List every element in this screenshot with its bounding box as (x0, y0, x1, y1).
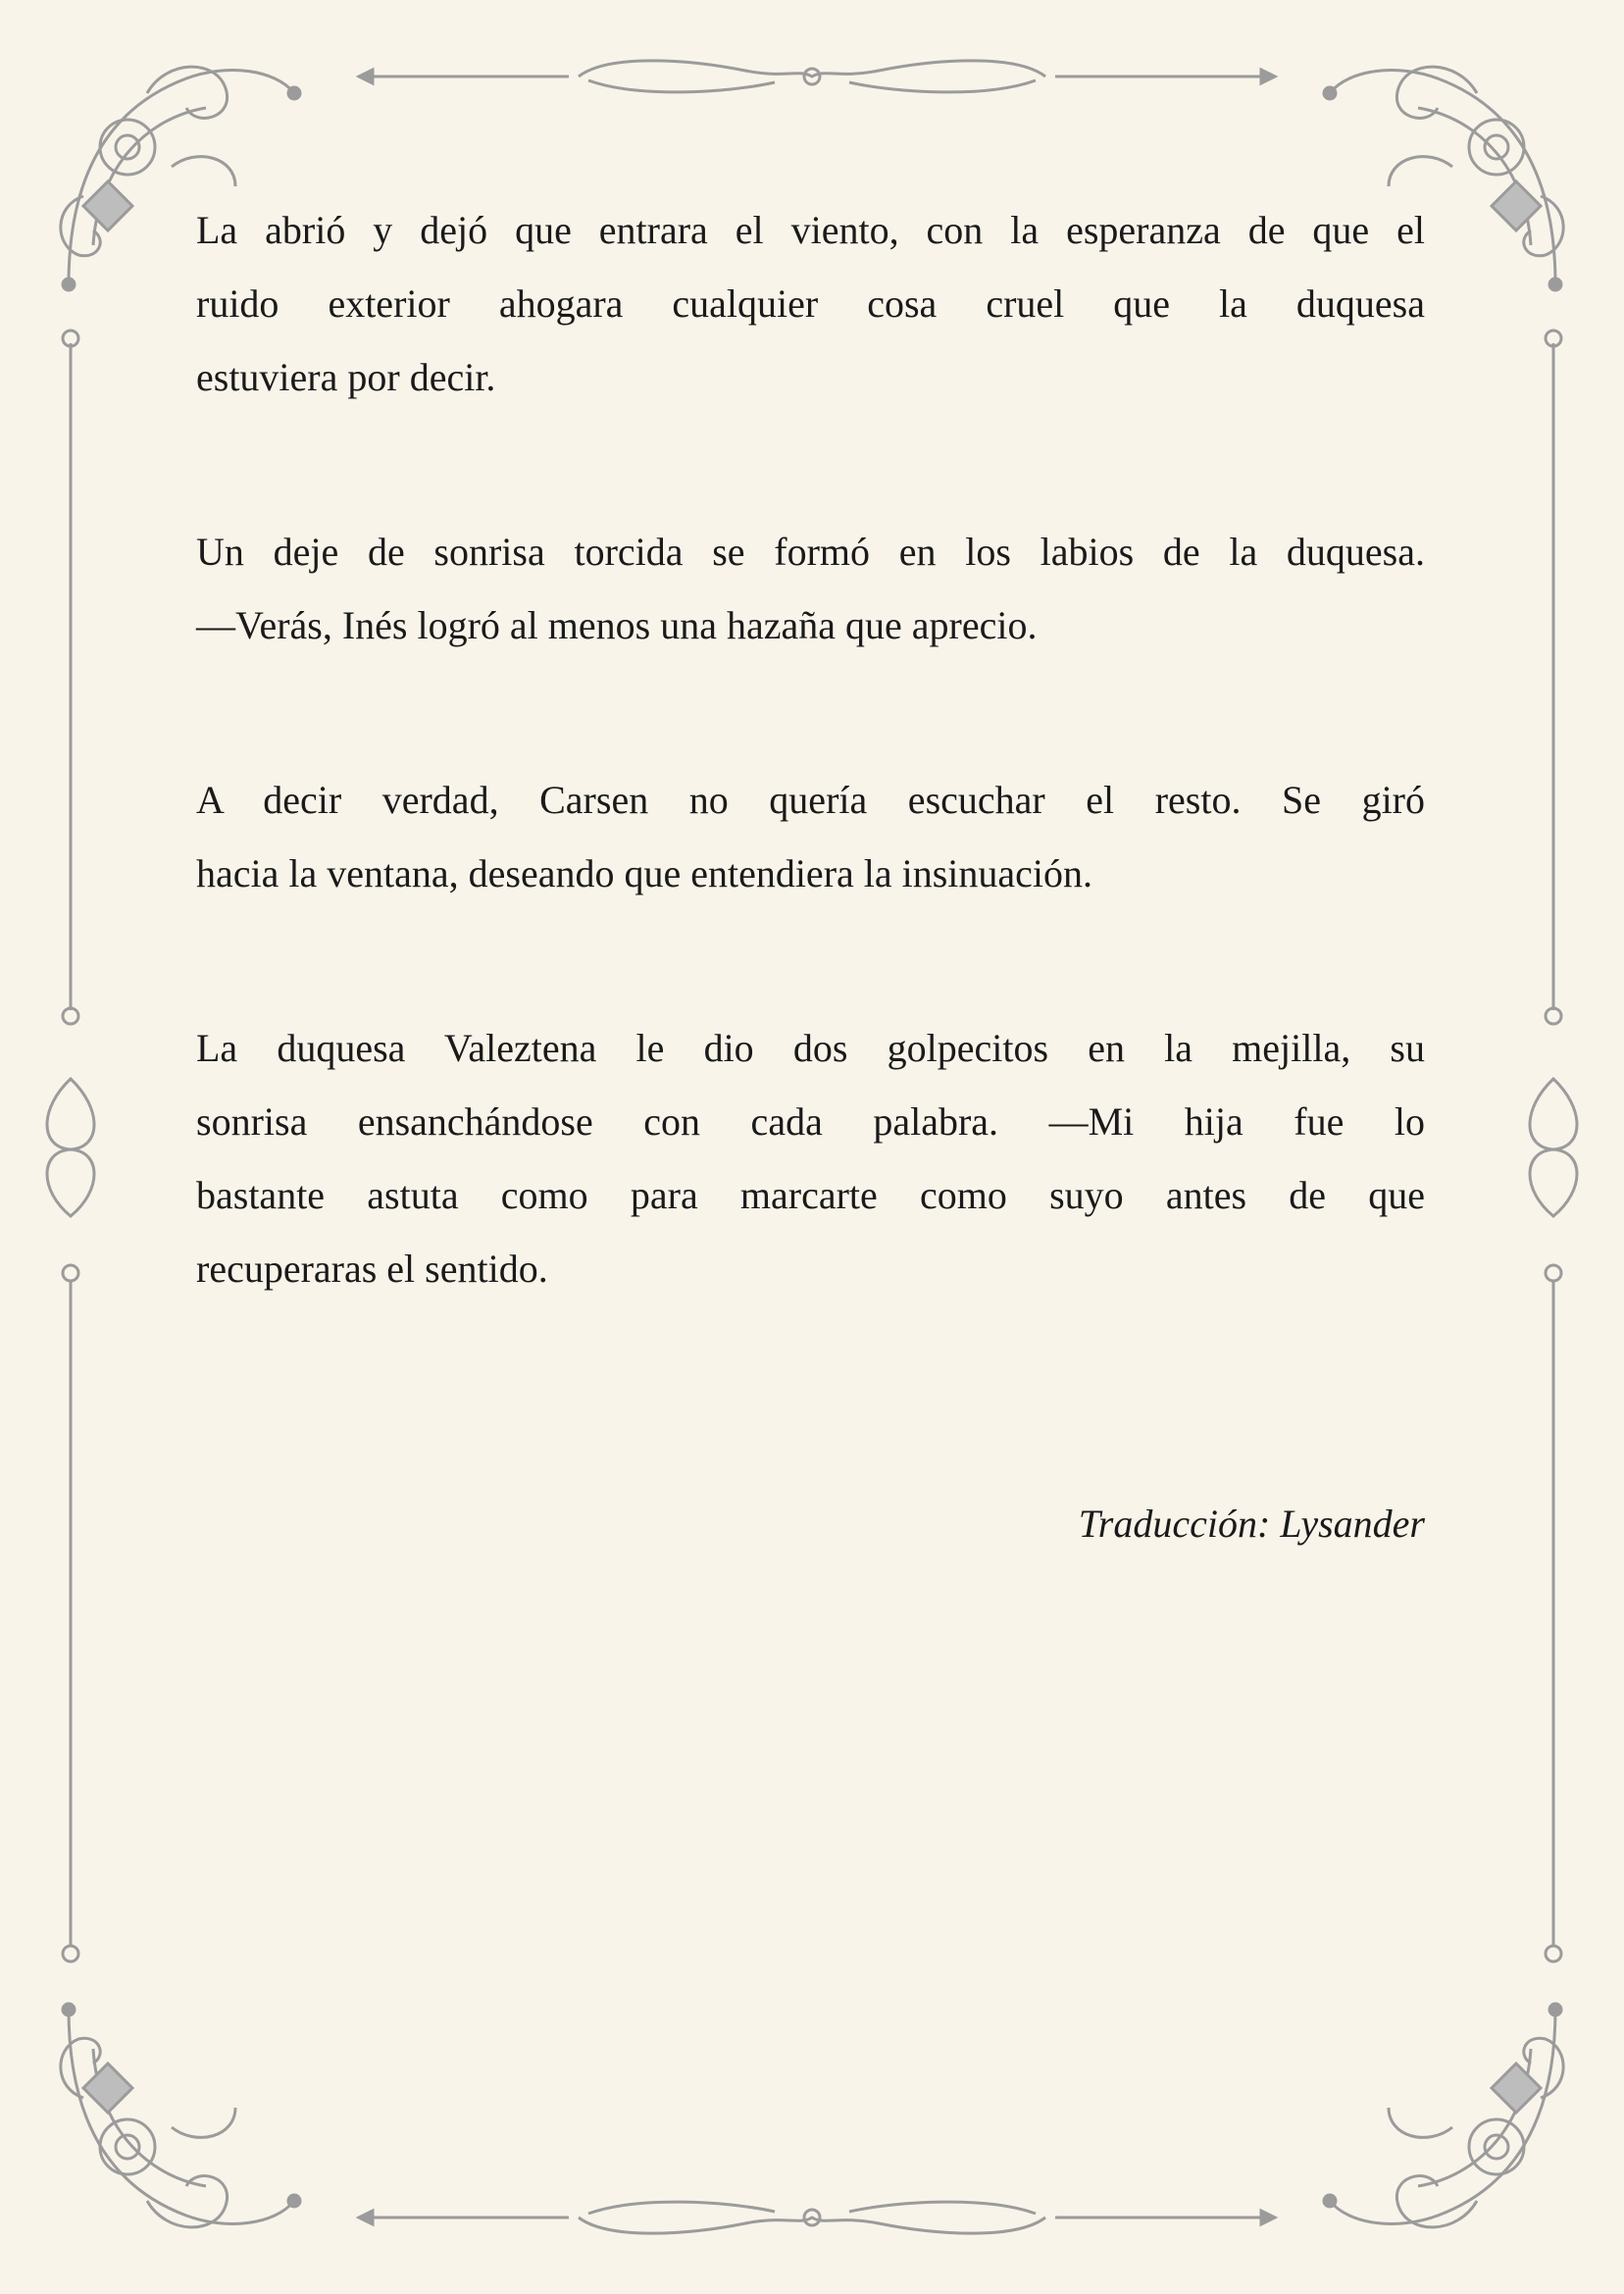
text-line: sonrisa ensanchándose con cada palabra. —Mi hija fue lo (196, 1099, 1425, 1144)
body-text (196, 193, 1425, 1406)
right-border-ornament (1530, 331, 1577, 1962)
text-line: A decir verdad, Carsen no quería escuchar el resto. Se giró (196, 778, 1425, 822)
paragraph-2 (196, 515, 1425, 662)
text-line: recuperaras el sentido. (196, 1247, 548, 1291)
text-line: La abrió y dejó que entrara el viento, con la esperanza de que el (196, 208, 1425, 252)
text-line: Un deje de sonrisa torcida se formó en los labios de la duquesa. (196, 530, 1425, 574)
paragraph-1 (196, 193, 1425, 414)
text-line: bastante astuta como para marcarte como suyo antes de que (196, 1173, 1425, 1217)
top-border-ornament (359, 61, 1275, 92)
text-line: —Verás, Inés logró al menos una hazaña que aprecio. (196, 603, 1038, 647)
bottom-border-ornament (359, 2202, 1275, 2233)
text-line: hacia la ventana, deseando que entendiera la insinuación. (196, 851, 1093, 895)
corner-ornament-bottom-left (61, 2004, 300, 2227)
paragraph-3 (196, 763, 1425, 910)
translator-signature: Traducción: Lysander (1078, 1502, 1425, 1546)
paragraph-4 (196, 1011, 1425, 1305)
text-line: La duquesa Valeztena le dio dos golpecitos en la mejilla, su (196, 1026, 1425, 1070)
corner-ornament-bottom-right (1324, 2004, 1563, 2227)
left-border-ornament (47, 331, 94, 1962)
text-line: ruido exterior ahogara cualquier cosa cruel que la duquesa (196, 281, 1425, 326)
text-line: estuviera por decir. (196, 355, 496, 399)
